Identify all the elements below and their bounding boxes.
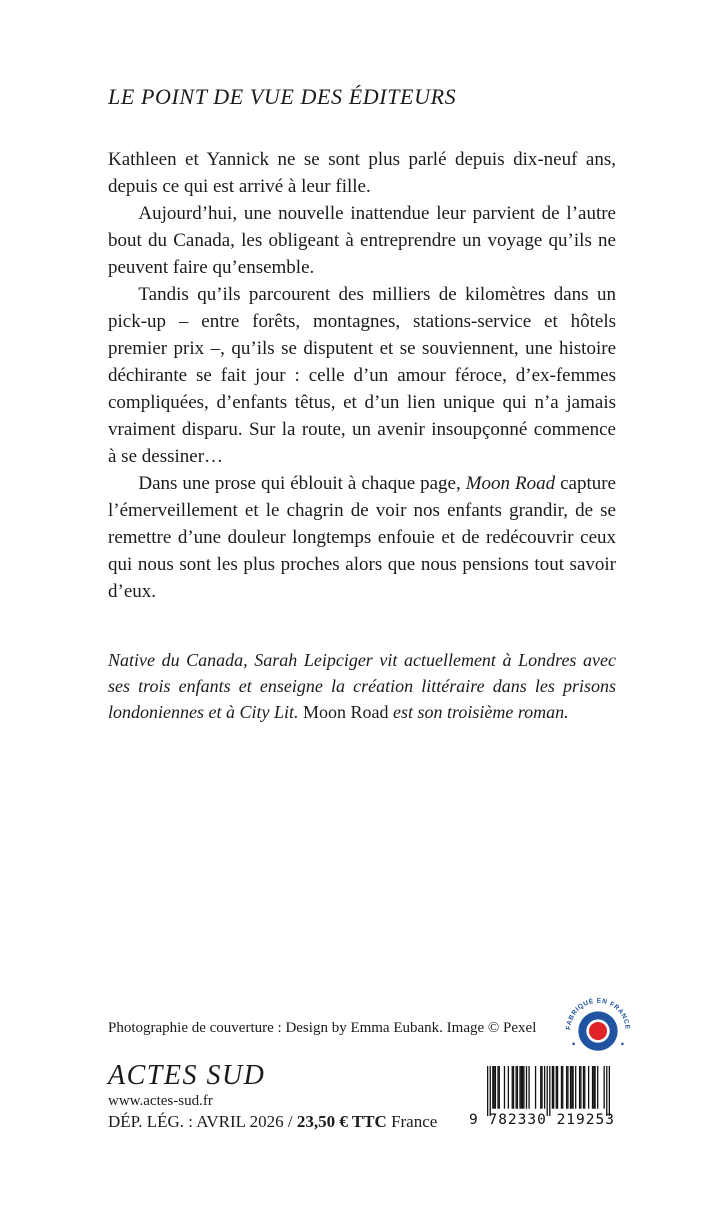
bio-text: Native du Canada, Sarah Leipciger vit actuellement à Londres avec ses trois enfants et enseigne la création littéraire dans les prisons londoniennes et à City Lit. (108, 650, 616, 722)
price: 23,50 € TTC (296, 1112, 387, 1131)
publisher-website: www.actes-sud.fr (108, 1093, 213, 1109)
editors-viewpoint-heading: LE POINT DE VUE DES ÉDITEURS (108, 84, 457, 109)
price-country: France (386, 1112, 438, 1131)
book-title: Moon Road (303, 702, 389, 722)
legal-deposit: DÉP. LÉG. : AVRIL 2026 / (108, 1112, 297, 1131)
badge-curved-text: FABRIQUÉ EN FRANCE (565, 997, 631, 1031)
synopsis (108, 146, 616, 605)
synopsis-paragraph (108, 470, 616, 605)
synopsis-paragraph: Kathleen et Yannick ne se sont plus parlé depuis dix-neuf ans, depuis ce qui est arrivé à leur fille. (108, 149, 616, 197)
publisher-logo: ACTES SUD (108, 1060, 266, 1091)
ean-barcode (487, 1066, 610, 1116)
synopsis-text: capture l’émerveillement et le chagrin de voir nos enfants grandir, de se remettre d’une douleur longtemps enfouie et de redécouvrir ceux qui nous sont les plus proches alors que nous pensions tout savoir d’eux. (108, 473, 616, 602)
synopsis-paragraph: Aujourd’hui, une nouvelle inattendue leur parvient de l’autre bout du Canada, les obligeant à entreprendre un voyage qu’ils ne peuvent faire qu’ensemble. (108, 203, 616, 278)
barcode-bars (487, 1066, 610, 1116)
author-bio (108, 647, 616, 725)
badge-red-center (589, 1022, 607, 1040)
made-in-france-badge (564, 996, 632, 1064)
barcode-number: 9 782330 219253 (469, 1112, 615, 1128)
synopsis-text: Dans une prose qui éblouit à chaque page, (138, 473, 466, 494)
bio-text: est son troisième roman. (388, 702, 569, 722)
book-title: Moon Road (465, 473, 556, 494)
legal-deposit-price-line (108, 1112, 437, 1132)
cover-photo-credits: Photographie de couverture : Design by Emma Eubank. Image © Pexel (108, 1020, 537, 1036)
synopsis-paragraph: Tandis qu’ils parcourent des milliers de kilomètres dans un pick-up – entre forêts, montagnes, stations-service et hôtels premier prix –, qu’ils se disputent et se souviennent, une histoire déchirante se fait jour : celle d’un amour féroce, d’ex-femmes compliquées, d’enfants têtus, et d’un lien unique qui n’a jamais vraiment disparu. Sur la route, un avenir insoupçonné commence à se dessiner… (108, 284, 616, 467)
